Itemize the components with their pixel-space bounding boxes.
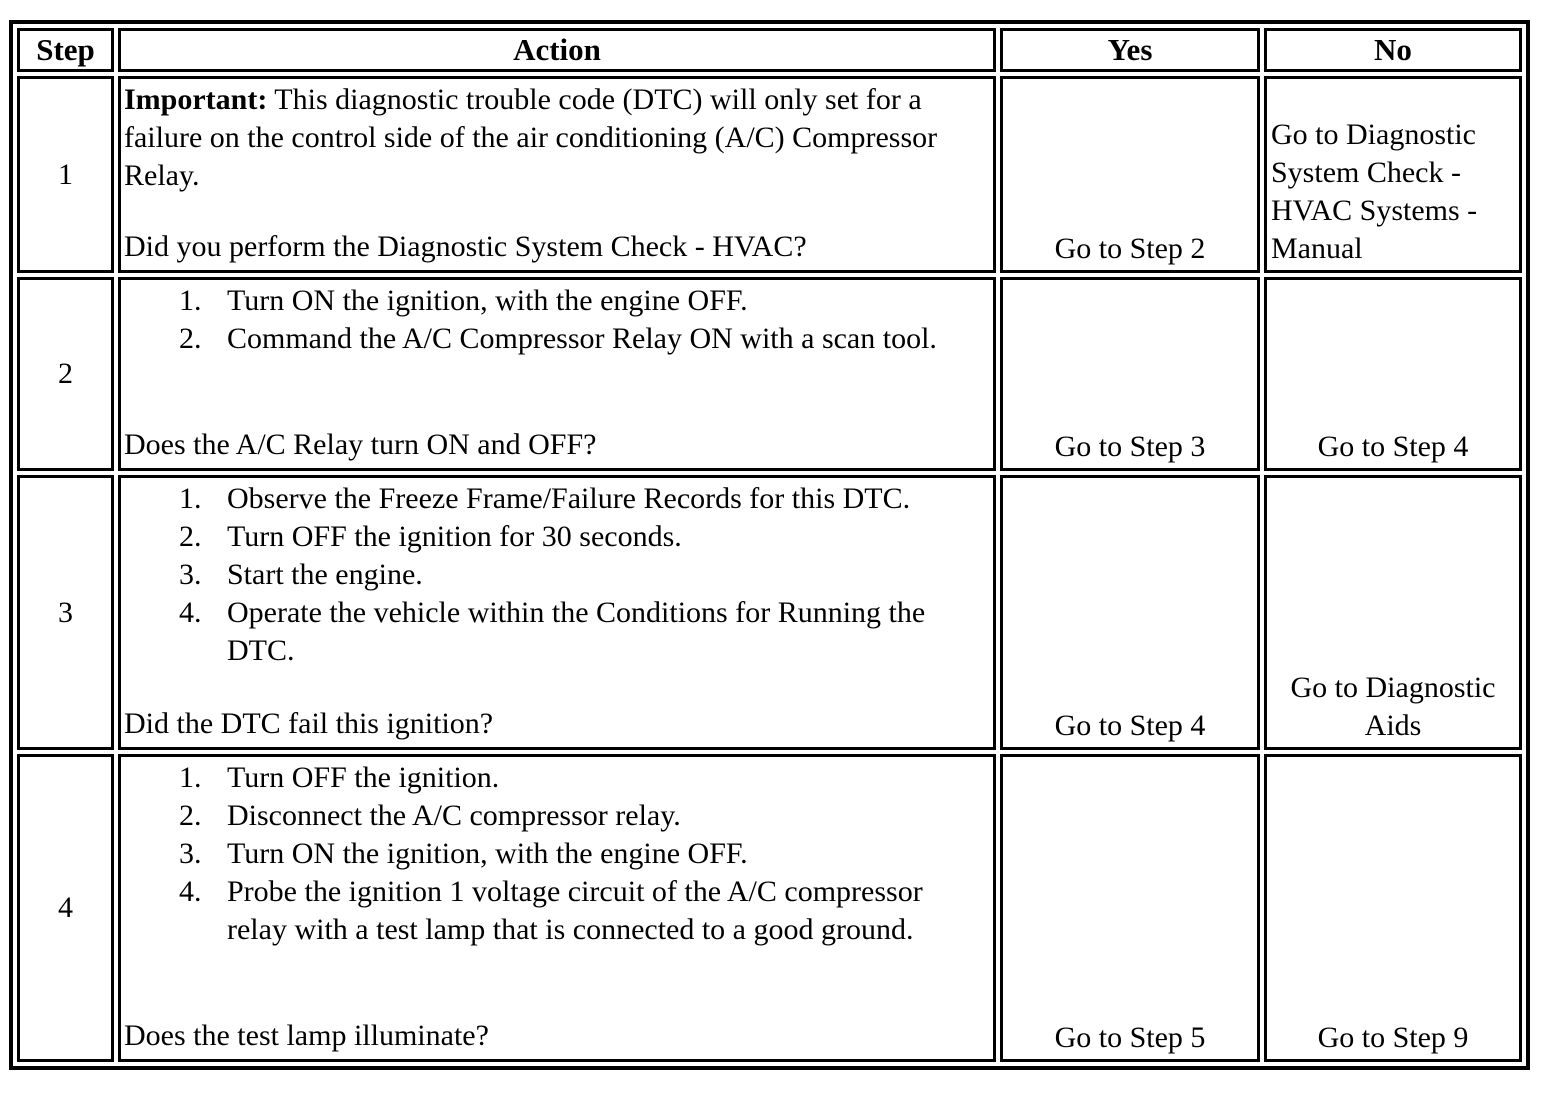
action-content xyxy=(124,759,989,1055)
step-number: 3 xyxy=(17,475,114,750)
important-text: This diagnostic trouble code (DTC) will only set for a failure on the control side of the air conditioning (A/C) Compressor Relay. xyxy=(124,83,938,192)
table-row-step-4 xyxy=(17,754,1522,1062)
yes-cell: Go to Step 3 xyxy=(1000,277,1260,471)
action-content xyxy=(124,480,989,743)
important-label: Important: xyxy=(124,83,268,116)
question-text: Did you perform the Diagnostic System Check - HVAC? xyxy=(124,230,807,263)
header-row xyxy=(17,28,1522,72)
header-yes: Yes xyxy=(1000,28,1260,72)
action-step-item: Turn OFF the ignition. xyxy=(227,761,500,794)
diagnostic-steps-table xyxy=(9,20,1530,1070)
action-steps-list xyxy=(124,282,989,358)
action-cell xyxy=(118,76,996,273)
no-cell: Go to Diagnostic System Check - HVAC Systems - Manual xyxy=(1264,76,1522,273)
step-number: 2 xyxy=(17,277,114,471)
important-note xyxy=(124,81,989,195)
action-steps-list xyxy=(124,480,989,670)
action-cell xyxy=(118,277,996,471)
action-step-item: Turn OFF the ignition for 30 seconds. xyxy=(227,520,682,553)
no-cell: Go to Step 4 xyxy=(1264,277,1522,471)
action-step-item: Turn ON the ignition, with the engine OFF. xyxy=(227,284,748,317)
action-step-item: Turn ON the ignition, with the engine OFF. xyxy=(227,837,748,870)
table-row-step-2 xyxy=(17,277,1522,471)
action-step-item: Observe the Freeze Frame/Failure Records for this DTC. xyxy=(227,482,911,515)
action-step-item: Start the engine. xyxy=(227,558,423,591)
step-number: 4 xyxy=(17,754,114,1062)
header-step: Step xyxy=(17,28,114,72)
action-content xyxy=(124,81,989,266)
question-text: Does the test lamp illuminate? xyxy=(124,1019,489,1052)
header-action: Action xyxy=(118,28,996,72)
action-cell xyxy=(118,754,996,1062)
yes-cell: Go to Step 5 xyxy=(1000,754,1260,1062)
action-step-item: Probe the ignition 1 voltage circuit of the A/C compressor relay with a test lamp that is connected to a good ground. xyxy=(227,875,923,946)
yes-cell: Go to Step 2 xyxy=(1000,76,1260,273)
action-content xyxy=(124,282,989,464)
step-number: 1 xyxy=(17,76,114,273)
action-step-item: Operate the vehicle within the Conditions for Running the DTC. xyxy=(227,596,926,667)
table-row-step-3 xyxy=(17,475,1522,750)
header-no: No xyxy=(1264,28,1522,72)
action-cell xyxy=(118,475,996,750)
question-text: Does the A/C Relay turn ON and OFF? xyxy=(124,428,597,461)
table-row-step-1 xyxy=(17,76,1522,273)
question-text: Did the DTC fail this ignition? xyxy=(124,707,494,740)
action-step-item: Command the A/C Compressor Relay ON with a scan tool. xyxy=(227,322,937,355)
no-cell: Go to Diagnostic Aids xyxy=(1264,475,1522,750)
yes-cell: Go to Step 4 xyxy=(1000,475,1260,750)
action-steps-list xyxy=(124,759,989,949)
action-step-item: Disconnect the A/C compressor relay. xyxy=(227,799,681,832)
no-cell: Go to Step 9 xyxy=(1264,754,1522,1062)
